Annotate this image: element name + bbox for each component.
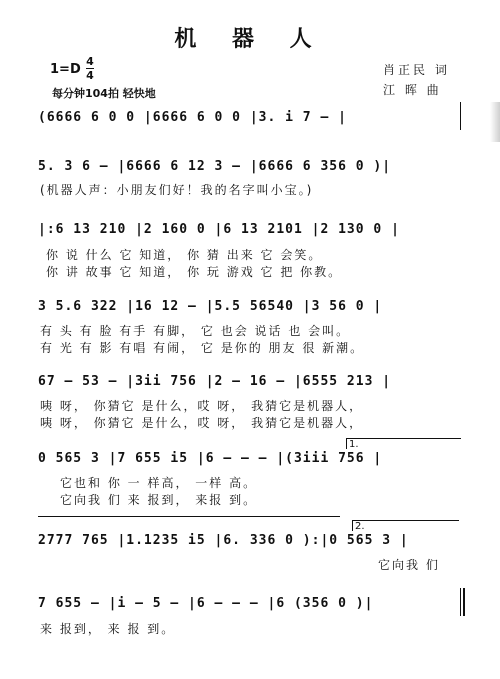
notation-line-7: 2777 765 |1.1235 i5 |6. 336 0 ):|0 565 3 | xyxy=(38,533,409,548)
final-barline xyxy=(460,588,461,616)
notation-line-5: 67 – 53 – |3ii 756 |2 – 16 – |6555 213 | xyxy=(38,374,392,389)
lyrics-line-6b: 它向我 们 来 报到， 来报 到。 xyxy=(60,493,258,507)
notation-line-3: |:6 13 210 |2 160 0 |6 13 2101 |2 130 0 | xyxy=(38,222,400,237)
second-ending-bracket: 2. xyxy=(352,520,459,531)
barline xyxy=(460,102,461,130)
notation-line-1: (6666 6 0 0 |6666 6 0 0 |3. i 7 – | xyxy=(38,110,347,125)
key-signature: 1=D xyxy=(50,62,81,77)
tempo-marking: 每分钟104拍 轻快地 xyxy=(52,87,156,100)
lyrics-line-5b: 咦 呀， 你猜它 是什么，哎 呀， 我猜它是机器人， xyxy=(40,416,364,430)
notation-line-8: 7 655 – |i – 5 – |6 – – – |6 (356 0 )| xyxy=(38,596,374,611)
time-signature xyxy=(86,56,94,81)
time-beats: 4 xyxy=(86,55,94,68)
notation-line-6: 0 565 3 |7 655 i5 |6 – – – |(3iii 756 | xyxy=(38,451,383,466)
lyrics-line-6a: 它也和 你 一 样高， 一样 高。 xyxy=(60,476,258,490)
lyrics-line-3b: 你 讲 故事 它 知道， 你 玩 游戏 它 把 你教。 xyxy=(46,265,343,279)
page-edge-shadow xyxy=(490,102,500,142)
lyrics-line-3a: 你 说 什么 它 知道， 你 猜 出来 它 会笑。 xyxy=(46,248,323,262)
lyrics-line-4b: 有 光 有 影 有唱 有闹， 它 是你的 朋友 很 新潮。 xyxy=(40,341,365,355)
lyrics-line-5a: 咦 呀， 你猜它 是什么，哎 呀， 我猜它是机器人， xyxy=(40,399,364,413)
lyrics-line-8: 来 报到， 来 报 到。 xyxy=(40,622,176,636)
first-ending-bracket: 1. xyxy=(346,438,461,449)
song-title: 机 器 人 xyxy=(174,26,326,52)
notation-line-4: 3 5.6 322 |16 12 – |5.5 56540 |3 56 0 | xyxy=(38,299,383,314)
composer-credit: 江 晖 曲 xyxy=(383,83,442,97)
lyrics-line-4a: 有 头 有 脸 有手 有脚， 它 也会 说话 也 会叫。 xyxy=(40,324,351,338)
spoken-line: (机器人声：小朋友们好！我的名字叫小宝。) xyxy=(40,183,314,197)
lyrics-line-7: 它向我 们 xyxy=(378,558,440,572)
first-ending-extension xyxy=(38,516,340,517)
time-unit: 4 xyxy=(86,69,94,82)
lyricist-credit: 肖正民 词 xyxy=(383,63,450,77)
final-barline-thick xyxy=(463,588,465,616)
notation-line-2: 5. 3 6 – |6666 6 12 3 – |6666 6 356 0 )| xyxy=(38,159,392,174)
